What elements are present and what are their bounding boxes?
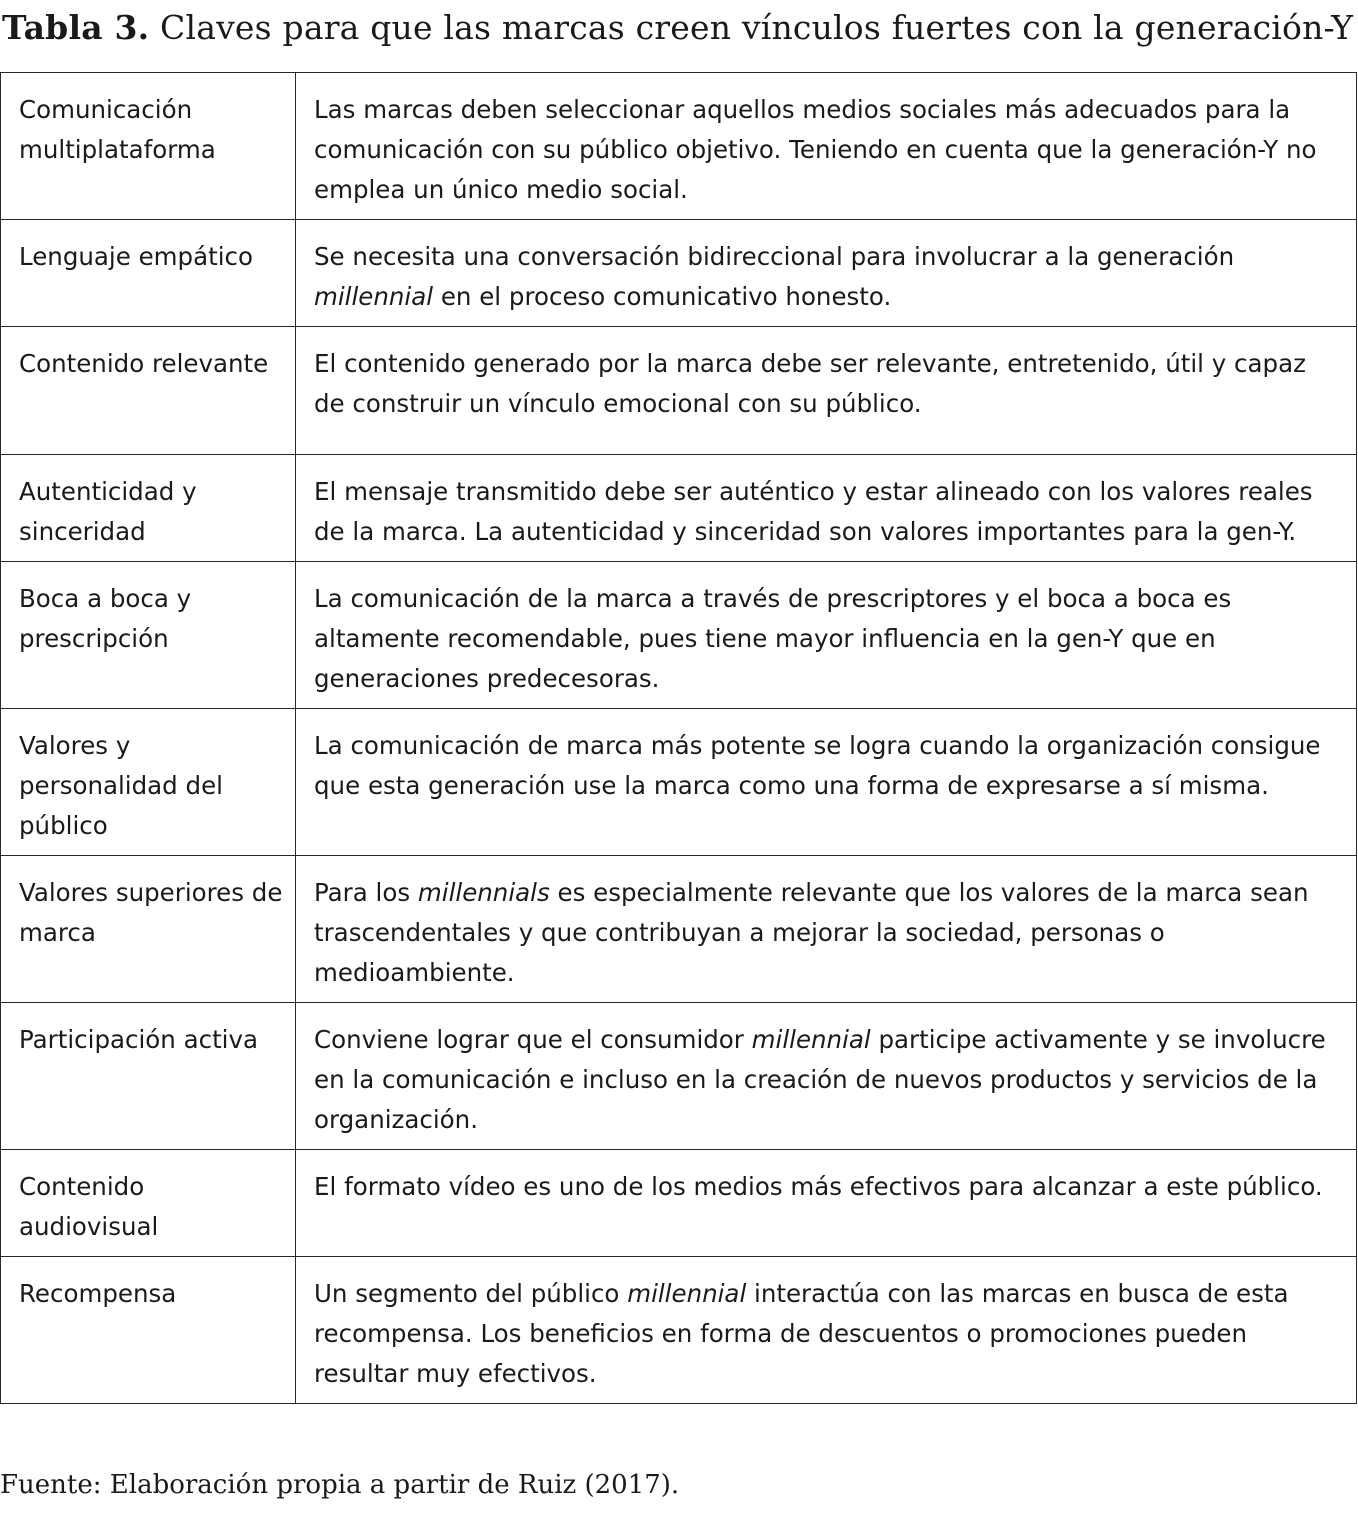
desc-text: participe activamente y se involucre en la comunicación e incluso en la creación de nuevos productos y servicios de la organización. — [314, 1025, 1326, 1134]
desc-italic-term: millennials — [417, 878, 550, 907]
row-description — [296, 1003, 1357, 1150]
row-term: Lenguaje empático — [1, 220, 296, 327]
row-description — [296, 709, 1357, 856]
table-caption — [2, 8, 1353, 48]
row-term: Participación activa — [1, 1003, 296, 1150]
desc-text: Conviene lograr que el consumidor — [314, 1025, 752, 1054]
row-description — [296, 1257, 1357, 1404]
row-description — [296, 562, 1357, 709]
row-description — [296, 455, 1357, 562]
row-description — [296, 1150, 1357, 1257]
table-row — [1, 220, 1357, 327]
row-description — [296, 856, 1357, 1003]
desc-italic-term: millennial — [314, 282, 434, 311]
table-row — [1, 327, 1357, 455]
desc-text: La comunicación de marca más potente se logra cuando la organización consigue que esta generación use la marca como una forma de expresarse a sí misma. — [314, 731, 1321, 800]
table-row — [1, 1257, 1357, 1404]
row-description — [296, 73, 1357, 220]
desc-italic-term: millennial — [627, 1279, 747, 1308]
desc-italic-term: millennial — [751, 1025, 871, 1054]
desc-text: es especialmente relevante que los valores de la marca sean trascendentales y que contribuyan a mejorar la sociedad, personas o medioambiente. — [314, 878, 1309, 987]
table-row — [1, 856, 1357, 1003]
desc-text: interactúa con las marcas en busca de esta recompensa. Los beneficios en forma de descuentos o promociones pueden resultar muy efectivos. — [314, 1279, 1289, 1388]
row-term: Contenido relevante — [1, 327, 296, 455]
table-row — [1, 1003, 1357, 1150]
row-description — [296, 220, 1357, 327]
table-row — [1, 709, 1357, 856]
desc-text: Las marcas deben seleccionar aquellos medios sociales más adecuados para la comunicación con su público objetivo. Teniendo en cuenta que la generación-Y no emplea un único medio social. — [314, 95, 1317, 204]
brand-keys-table — [0, 72, 1357, 1404]
row-description — [296, 327, 1357, 455]
table-source-note: Fuente: Elaboración propia a partir de Ruiz (2017). — [0, 1470, 680, 1500]
table-row — [1, 1150, 1357, 1257]
desc-text: El contenido generado por la marca debe ser relevante, entretenido, útil y capaz de construir un vínculo emocional con su público. — [314, 349, 1306, 418]
desc-text: Se necesita una conversación bidireccional para involucrar a la generación — [314, 242, 1235, 271]
row-term: Contenido audiovisual — [1, 1150, 296, 1257]
desc-text: El formato vídeo es uno de los medios más efectivos para alcanzar a este público. — [314, 1172, 1323, 1201]
row-term: Boca a boca y prescripción — [1, 562, 296, 709]
table-caption-text: Claves para que las marcas creen vínculos fuertes con la generación-Y — [160, 8, 1354, 47]
table-body — [1, 73, 1357, 1404]
desc-text: en el proceso comunicativo honesto. — [433, 282, 892, 311]
table-row — [1, 73, 1357, 220]
row-term: Recompensa — [1, 1257, 296, 1404]
row-term: Autenticidad y sinceridad — [1, 455, 296, 562]
desc-text: Para los — [314, 878, 418, 907]
row-term: Comunicación multiplataforma — [1, 73, 296, 220]
row-term: Valores superiores de marca — [1, 856, 296, 1003]
table-row — [1, 562, 1357, 709]
table-caption-label: Tabla 3. — [2, 8, 150, 47]
table-row — [1, 455, 1357, 562]
desc-text: Un segmento del público — [314, 1279, 628, 1308]
row-term: Valores y personalidad del público — [1, 709, 296, 856]
desc-text: La comunicación de la marca a través de prescriptores y el boca a boca es altamente recomendable, pues tiene mayor influencia en la gen-Y que en generaciones predecesoras. — [314, 584, 1232, 693]
desc-text: El mensaje transmitido debe ser auténtico y estar alineado con los valores reales de la marca. La autenticidad y sinceridad son valores importantes para la gen-Y. — [314, 477, 1313, 546]
